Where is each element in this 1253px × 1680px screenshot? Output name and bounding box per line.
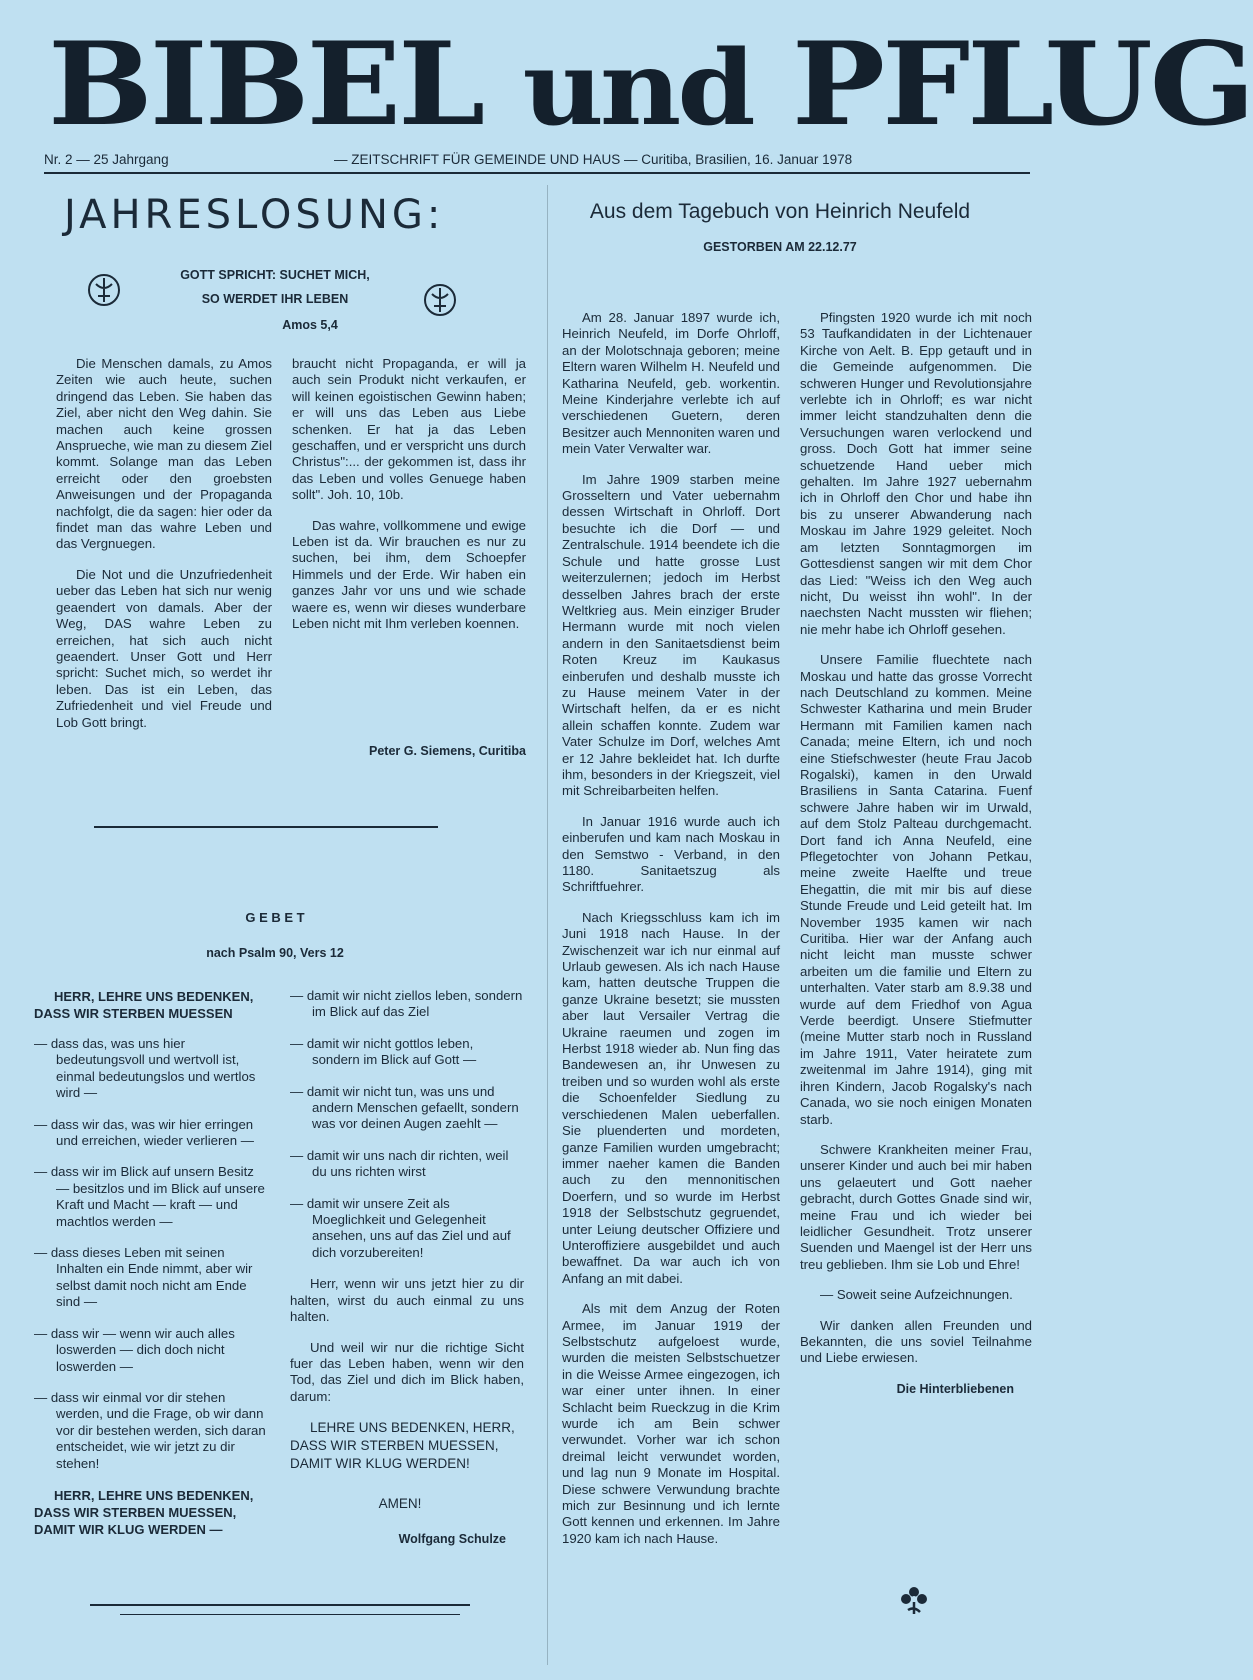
tagebuch-paragraph: In Januar 1916 wurde auch ich einberufen und kam nach Moskau in den Semstwo - Verband, in den 1180. Sanitaetszug als Schriftfuehrer.: [562, 813, 780, 895]
list-item: — dass wir im Blick auf unsern Besitz — besitzlos und im Blick auf unsere Kraft und Macht — kraft — und machtlos werden —: [34, 1164, 265, 1229]
list-item: — damit wir nicht tun, was uns und andern Menschen gefaellt, sondern was vor deinen Augen zaehlt —: [290, 1083, 519, 1132]
list-item: — dass wir — wenn wir auch alles loswerden — dich doch nicht loswerden —: [34, 1325, 235, 1374]
gebet-title: G E B E T: [245, 910, 305, 925]
list-item: — dass wir das, was wir hier erringen und erreichen, wieder verlieren —: [34, 1116, 254, 1149]
jahreslosung-reference: Amos 5,4: [282, 318, 338, 332]
jahreslosung-quote-line2: SO WERDET IHR LEBEN: [201, 292, 349, 306]
gebet-amen: AMEN!: [378, 1496, 422, 1511]
list-item: — dass dieses Leben mit seinen Inhalten ein Ende nimmt, aber wir selbst damit noch nicht am Ende sind —: [34, 1245, 253, 1310]
section-divider: [120, 1614, 460, 1615]
masthead-pflug: PFLUG: [791, 18, 1253, 152]
jahreslosung-col1: [56, 356, 272, 745]
publication-subtitle: — ZEITSCHRIFT FÜR GEMEINDE UND HAUS — Curitiba, Brasilien, 16. Januar 1978: [334, 152, 853, 167]
tagebuch-paragraph: Wir danken allen Freunden und Bekannten, die uns soviel Teilnahme und Liebe erwiesen.: [800, 1317, 1032, 1366]
gebet-closing-right: LEHRE UNS BEDENKEN, HERR, DASS WIR STERBEN MUESSEN, DAMIT WIR KLUG WERDEN!: [290, 1420, 515, 1472]
section-divider: [90, 1604, 470, 1606]
gebet-left-list: [34, 1036, 270, 1472]
list-item: — damit wir uns nach dir richten, weil du uns richten wirst: [290, 1147, 509, 1180]
gebet-paragraph: Und weil wir nur die richtige Sicht fuer das Leben haben, wenn wir den Tod, das Ziel und dich im Blick haben, darum:: [290, 1339, 524, 1404]
tagebuch-col1: [562, 310, 780, 1561]
tagebuch-paragraph: Schwere Krankheiten meiner Frau, unserer Kinder und auch bei mir haben uns gelaeutert und Gott naeher gebracht, durch Gottes Gnade sind wir, meine Frau und ich wieder bei leidlicher Gesundheit. Trotz unserer Suenden und Maengel ist der Herr uns treu geblieben. Ihm sie Lob und Ehre!: [800, 1141, 1032, 1272]
gebet-col1: [34, 988, 270, 1552]
list-item: — dass das, was uns hier bedeutungsvoll und wertvoll ist, einmal bedeutungslos und wertlos wird —: [34, 1036, 256, 1101]
jahreslosung-author: Peter G. Siemens, Curitiba: [369, 744, 526, 758]
jahreslosung-paragraph: braucht nicht Propaganda, er will ja auch sein Produkt nicht verkaufen, er will keinen egoistischen Gewinn haben; er will uns das Leben aus Liebe schenken. Er hat ja das Leben geschaffen, und er verspricht uns durch Christus":... der gekommen ist, dass ihr das Leben und volles Genuege haben sollt". Joh. 10, 10b.: [292, 356, 526, 503]
masthead-rule: [44, 172, 1030, 174]
tagebuch-died: GESTORBEN AM 22.12.77: [703, 240, 857, 254]
left-emblem-icon: [86, 272, 122, 308]
list-item: — dass wir einmal vor dir stehen werden, und die Frage, ob wir dann vor dir bestehen werden, sich daran entscheidet, wie wir jetzt zu dir stehen!: [34, 1389, 266, 1471]
gebet-author: Wolfgang Schulze: [398, 1532, 506, 1546]
tagebuch-title: Aus dem Tagebuch von Heinrich Neufeld: [589, 200, 971, 223]
tagebuch-paragraph: — Soweit seine Aufzeichnungen.: [820, 1287, 1013, 1303]
list-item: — damit wir unsere Zeit als Moeglichkeit und Gelegenheit ansehen, uns auf das Ziel und auf dich vorzubereiten!: [290, 1195, 511, 1260]
list-item: — damit wir nicht ziellos leben, sondern im Blick auf das Ziel: [290, 988, 523, 1020]
masthead: [48, 18, 1253, 152]
gebet-right-list: [290, 988, 524, 1261]
tagebuch-paragraph: Pfingsten 1920 wurde ich mit noch 53 Taufkandidaten in der Lichtenauer Kirche von Aelt. B. Epp getauft und in die Gemeinde aufgenommen. Die schweren Hunger und Revolutionsjahre verlebte ich in Ohrloff; es war nicht immer leicht standzuhalten denn die Versuchungen waren verlockend und gross. Doch Gott hat immer seine schuetzende Hand ueber mich gehalten. Im Jahre 1927 uebernahm ich in Ohrloff den Chor und habe ihn bis zu unserer Abwanderung nach Moskau im Jahre 1929 geleitet. Noch am letzten Sonntagmorgen im Gottesdienst sangen wir mit dem Chor das Lied: "Weiss ich den Weg auch nicht, Du weisst ihn wohl". In der naechsten Nacht mussten wir fliehen; nie mehr habe ich Ohrloff gesehen.: [800, 310, 1032, 637]
gebet-subtitle: nach Psalm 90, Vers 12: [206, 946, 344, 960]
masthead-bibel: BIBEL: [48, 18, 483, 152]
flower-ornament-icon: [896, 1582, 932, 1618]
jahreslosung-paragraph: Die Not und die Unzufriedenheit ueber das Leben hat sich nur wenig geaendert von damals. Aber der Weg, DAS wahre Leben zu erreichen, hat sich auch nicht geaendert. Unser Gott und Herr spricht: Suchet mich, so werdet ihr leben. Das ist ein Leben, das Zufriedenheit und viel Freude und Lob Gott bringt.: [56, 566, 272, 730]
tagebuch-signature: Die Hinterbliebenen: [896, 1381, 1014, 1396]
tagebuch-paragraph: Am 28. Januar 1897 wurde ich, Heinrich Neufeld, im Dorfe Ohrloff, an der Molotschnaja geboren; meine Eltern waren Wilhelm H. Neufeld und Katharina Neufeld, geb. workentin. Meine Kinderjahre verlebte ich auf verschiedenen Guetern, deren Besitzer auch Mennoniten waren und mein Vater Verwalter war.: [562, 310, 780, 457]
tagebuch-paragraph: Als mit dem Anzug der Roten Armee, im Januar 1919 der Selbstschutz aufgeloest wurde, wurden die meisten Selbstschuetzer in die Weisse Armee eingezogen, ich war einer unter ihnen. In einer Schlacht beim Rueckzug in die Krim wurde ich am Bein schwer verwundet. Vorher war ich schon dreimal leicht verwundet worden, und lag nun 9 Monate im Hospital. Diese schwere Verwundung brachte mich zur Besinnung und ich lernte Gott kennen und erkennen. Im Jahre 1920 kam ich nach Hause.: [562, 1301, 780, 1546]
jahreslosung-paragraph: Die Menschen damals, zu Amos Zeiten wie auch heute, suchen dringend das Leben. Sie haben das Ziel, aber nicht den Weg dahin. Sie machen auch keine grossen Ansprueche, wie man zu diesem Ziel kommt. Solange man das Leben erreicht oder den groebsten Anweisungen und der Propaganda nachfolgt, die da sagen: hier oder da findet man das wahre Leben und das Vergnuegen.: [56, 356, 272, 552]
gebet-closing-left: HERR, LEHRE UNS BEDENKEN, DASS WIR STERBEN MUESSEN, DAMIT WIR KLUG WERDEN —: [34, 1487, 254, 1537]
masthead-und: und: [522, 28, 752, 149]
jahreslosung-quote-line1: GOTT SPRICHT: SUCHET MICH,: [180, 268, 370, 282]
section-divider: [94, 826, 438, 828]
tagebuch-paragraph: Im Jahre 1909 starben meine Grosseltern und Vater uebernahm dessen Wirtschaft in Ohrloff. Dort besuchte ich die Dorf — und Zentralschule. 1914 beendete ich die Schule und hatte grosse Lust weiterzulernen; jedoch im Herbst desselben Jahres brach der erste Weltkrieg aus. Mein einziger Bruder Hermann wurde mit noch vielen andern in den Sanitaetsdienst beim Roten Kreuz im Kaukasus einberufen und deshalb musste ich zu Hause meinem Vater in der Wirtschaft helfen, da er es nicht allein schaffen konnte. Zudem war Vater Schulze im Dorf, welches Amt er 12 Jahre bekleidet hat. Ich durfte ihm, besonders in der Kriegszeit, viel mit Schreibarbeiten helfen.: [562, 471, 780, 799]
tagebuch-col2: [800, 310, 1032, 1397]
gebet-opening: HERR, LEHRE UNS BEDENKEN, DASS WIR STERBEN MUESSEN: [34, 989, 254, 1021]
tagebuch-paragraph: Unsere Familie fluechtete nach Moskau und hatte das grosse Vorrecht nach Deutschland zu kommen. Meine Schwester Katharina und mein Bruder Hermann mit Familien kamen nach Canada; meine Eltern, ich und noch eine Stiefschwester (heute Frau Jacob Rogalski), kamen in den Urwald Brasiliens in Santa Catarina. Fuenf schwere Jahre haben wir im Urwald, auf dem Stolz Palteau durchgemacht. Dort fand ich Anna Neufeld, eine Pflegetochter von Johann Petkau, meine zweite Haelfte und treue Ehegattin, die mit mir bis auf diese Stunde Freude und Leid geteilt hat. Im November 1935 kamen wir nach Curitiba. Hier war der Anfang auch nicht leicht man musste schwer arbeiten um die familie und Eltern zu unterhalten. Vater starb am 8.9.38 und wurde auf dem Friedhof von Agua Verde beerdigt. Unsere Stiefmutter (meine Mutter starb noch in Russland im Jahre 1911, Vater heiratete zum zweitenmal im Jahre 1914), ging mit ihren Kindern, Jacob Rogalsky's nach Canada, wo sie noch einigen Monaten starb.: [800, 652, 1032, 1127]
issue-number: Nr. 2 — 25 Jahrgang: [44, 152, 169, 167]
jahreslosung-paragraph: Das wahre, vollkommene und ewige Leben ist da. Wir brauchen es nur zu suchen, bei ihm, dem Schoepfer Himmels und der Erde. Wir haben ein ganzes Jahr vor uns und wie schade waere es, wenn wir dieses wunderbare Leben nicht mit Ihm verleben koennen.: [292, 517, 526, 632]
jahreslosung-title: JAHRESLOSUNG:: [64, 192, 445, 238]
list-item: — damit wir nicht gottlos leben, sondern im Blick auf Gott —: [290, 1035, 477, 1068]
column-divider: [547, 185, 548, 1665]
jahreslosung-col2: [292, 356, 526, 647]
tagebuch-paragraph: Nach Kriegsschluss kam ich im Juni 1918 nach Hause. In der Zwischenzeit war ich nur einmal auf Urlaub gewesen. Als ich nach Hause kam, hatten deutsche Truppen die ganze Ukraine besetzt; sie mussten aber laut Versailer Vertrag die Ukraine raeumen und zogen im Herbst 1918 wieder ab. Nun fing das Bandewesen an, ihr Unwesen zu treiben und so wurden wohl als erste die Schoenfelder Siedlung zu verschiedenen Malen ueberfallen. Sie pluenderten und mordeten, ganze Familien wurden umgebracht; immer naeher kamen die Banden auch zu den mennonitischen Doerfern, und so wurde im Herbst 1918 der Selbstschutz gegruendet, unter Leiung deutscher Offiziere und Unteroffiziere ausgebildet und auch bewaffnet. Da war auch ich von Anfang an mit dabei.: [562, 909, 780, 1286]
dateline: [44, 152, 1029, 172]
right-emblem-icon: [422, 282, 458, 318]
gebet-paragraph: Herr, wenn wir uns jetzt hier zu dir halten, wirst du auch einmal zu uns halten.: [290, 1276, 524, 1325]
gebet-col2: [290, 988, 524, 1487]
